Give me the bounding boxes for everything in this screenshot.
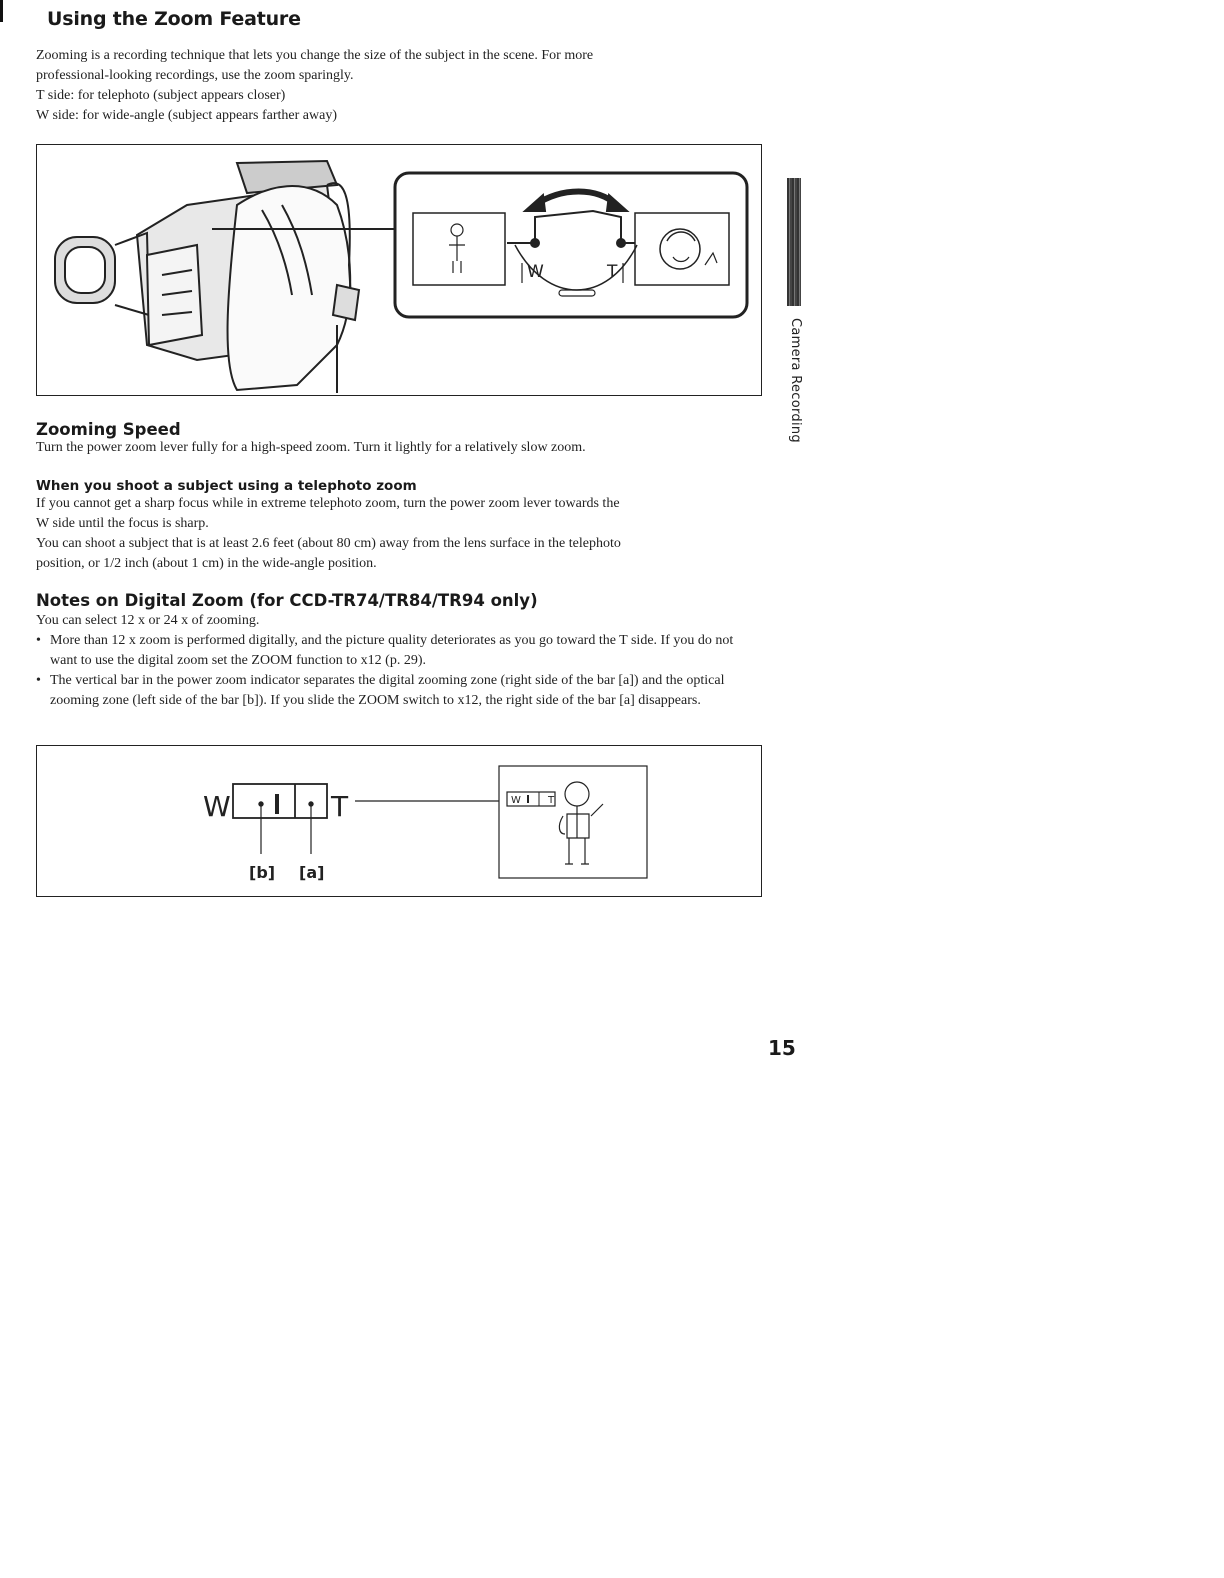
telephoto-line: W side until the focus is sharp. — [36, 516, 209, 531]
digital-zoom-heading: Notes on Digital Zoom (for CCD-TR74/TR84/TR94 only) — [36, 591, 538, 610]
mini-t-label: T — [548, 795, 555, 806]
camcorder-illustration — [37, 145, 760, 394]
zooming-speed-text: Turn the power zoom lever fully for a high-speed zoom. Turn it lightly for a relatively slow zoom. — [36, 440, 586, 455]
telephoto-line: position, or 1/2 inch (about 1 cm) in the wide-angle position. — [36, 556, 377, 571]
t-side-line: T side: for telephoto (subject appears closer) — [36, 88, 286, 103]
digital-zoom-body — [36, 611, 756, 711]
telephoto-line: If you cannot get a sharp focus while in extreme telephoto zoom, turn the power zoom lever towards the — [36, 496, 620, 511]
margin-rule — [0, 0, 3, 22]
section-tab-marker — [787, 178, 801, 306]
page-number: 15 — [768, 1036, 796, 1060]
camcorder-zoom-figure — [36, 144, 762, 396]
telephoto-paragraph — [36, 494, 776, 574]
zoom-indicator-diagram — [37, 746, 760, 895]
fig2-w-label: W — [203, 790, 231, 823]
list-item: • More than 12 x zoom is performed digitally, and the picture quality deteriorates as you go toward the T side. If you do not want to use the digital zoom set the ZOOM function to x12 (p. 29). — [36, 631, 756, 671]
intro-paragraph — [36, 46, 756, 126]
label-a: [a] — [299, 863, 325, 882]
list-item: • The vertical bar in the power zoom indicator separates the digital zooming zone (right side of the bar [a]) and the optical zooming zone (left side of the bar [b]). If you slide the ZOOM switch to x12, the right side of the bar [a] disappears. — [36, 671, 756, 711]
label-b: [b] — [249, 863, 276, 882]
mini-w-label: W — [511, 795, 521, 806]
intro-line: professional-looking recordings, use the zoom sparingly. — [36, 68, 354, 83]
telephoto-line: You can shoot a subject that is at least 2.6 feet (about 80 cm) away from the lens surface in the telephoto — [36, 536, 621, 551]
telephoto-heading: When you shoot a subject using a telephoto zoom — [36, 478, 417, 494]
zoom-indicator-figure — [36, 745, 762, 897]
digital-zoom-intro: You can select 12 x or 24 x of zooming. — [36, 613, 260, 628]
page-title: Using the Zoom Feature — [47, 8, 301, 30]
intro-line: Zooming is a recording technique that lets you change the size of the subject in the scene. For more — [36, 48, 594, 63]
w-side-line: W side: for wide-angle (subject appears farther away) — [36, 108, 337, 123]
fig1-t-label: T — [607, 262, 618, 282]
digital-zoom-notes — [36, 631, 756, 711]
fig2-t-label: T — [331, 790, 349, 823]
section-tab-label: Camera Recording — [788, 318, 803, 443]
fig1-w-label: W — [527, 262, 544, 282]
zooming-speed-heading: Zooming Speed — [36, 420, 181, 439]
